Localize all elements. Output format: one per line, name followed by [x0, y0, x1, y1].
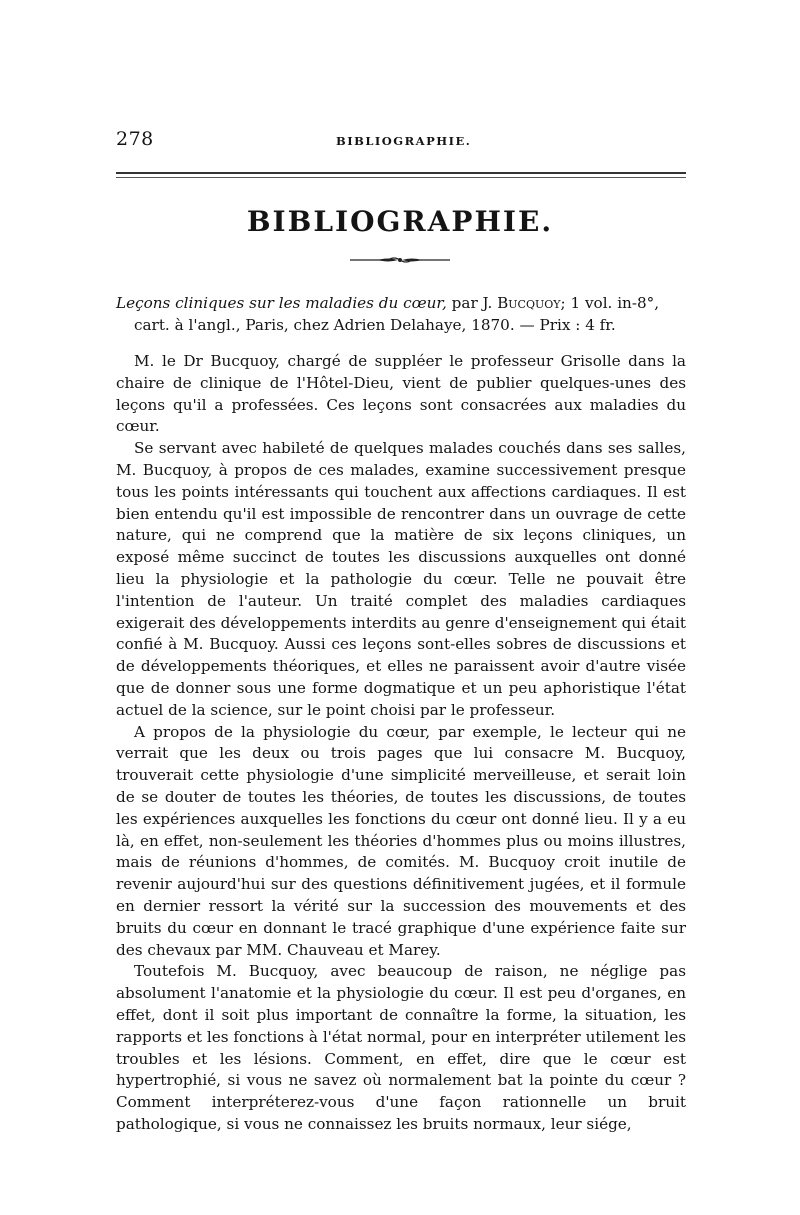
bibliographic-citation	[116, 292, 686, 336]
section-title: BIBLIOGRAPHIE.	[246, 205, 554, 238]
citation-author-prefix: par J.	[446, 294, 498, 312]
running-title: BIBLIOGRAPHIE.	[336, 134, 472, 148]
header-rule	[116, 172, 686, 174]
paragraph: A propos de la physiologie du cœur, par exemple, le lecteur qui ne verrait que les deux ou trois pages que lui consacre M. Bucquoy, trouverait cette physiologie d'une simplicité merveilleuse, et serait loin de se douter de toutes les théories, de toutes les discussions, de toutes les expériences auxquelles les fonctions du cœur ont donné lieu. Il y a eu là, en effet, non-seulement les théories d'hommes plus ou moins illustres, mais de réunions d'hommes, de comités. M. Bucquoy croit inutile de revenir aujourd'hui sur des questions définitivement jugées, et il formule en dernier ressort la vérité sur la succession des mouvements et des bruits du cœur en donnant le tracé graphique d'une expérience faite sur des chevaux par MM. Chauveau et Marey.	[116, 722, 686, 959]
paragraph: Toutefois M. Bucquoy, avec beaucoup de raison, ne néglige pas absolument l'anatomie et la physiologie du cœur. Il est peu d'organes, en effet, dont il soit plus important de connaître la forme, la situation, les rapports et les fonctions à l'état normal, pour en interpréter utilement les troubles et les lésions. Comment, en effet, dire que le cœur est hypertrophié, si vous ne savez où normalement bat la pointe du cœur ? Comment interpréterez-vous d'une façon rationnelle un bruit pathologique, si vous ne connaissez les bruits normaux, leur siége,	[116, 962, 686, 1133]
running-head	[116, 128, 686, 152]
cited-book-title: Leçons cliniques sur les maladies du cœur,	[116, 294, 447, 312]
citation-details: ; 1 vol. in-8°, cart. à l'angl., Paris, chez Adrien Delahaye, 1870. — Prix : 4 fr.	[134, 294, 660, 334]
page-number: 278	[116, 128, 154, 150]
header-rule-thin	[116, 177, 686, 178]
ornament-divider-icon	[348, 254, 452, 266]
review-body	[116, 351, 686, 1136]
citation-author: Bucquoy	[497, 294, 561, 312]
paragraph: Se servant avec habileté de quelques malades couchés dans ses salles, M. Bucquoy, à propos de ces malades, examine successivement presque tous les points intéressants qui touchent aux affections cardiaques. Il est bien entendu qu'il est impossible de rencontrer dans un ouvrage de cette nature, qui ne comprend que la matière de six leçons cliniques, un exposé même succinct de toutes les discussions auxquelles ont donné lieu la physiologie et la pathologie du cœur. Telle ne pouvait être l'intention de l'auteur. Un traité complet des maladies cardiaques exigerait des développements interdits au genre d'enseignement qui était confié à M. Bucquoy. Aussi ces leçons sont-elles sobres de discussions et de développements théoriques, et elles ne paraissent avoir d'autre visée que de donner sous une forme dogmatique et un peu aphoristique l'état actuel de la science, sur le point choisi par le professeur.	[116, 439, 686, 719]
paragraph: M. le Dr Bucquoy, chargé de suppléer le professeur Grisolle dans la chaire de clinique de l'Hôtel-Dieu, vient de publier quelques-unes des leçons qu'il a professées. Ces leçons sont consacrées aux maladies du cœur.	[116, 352, 686, 436]
